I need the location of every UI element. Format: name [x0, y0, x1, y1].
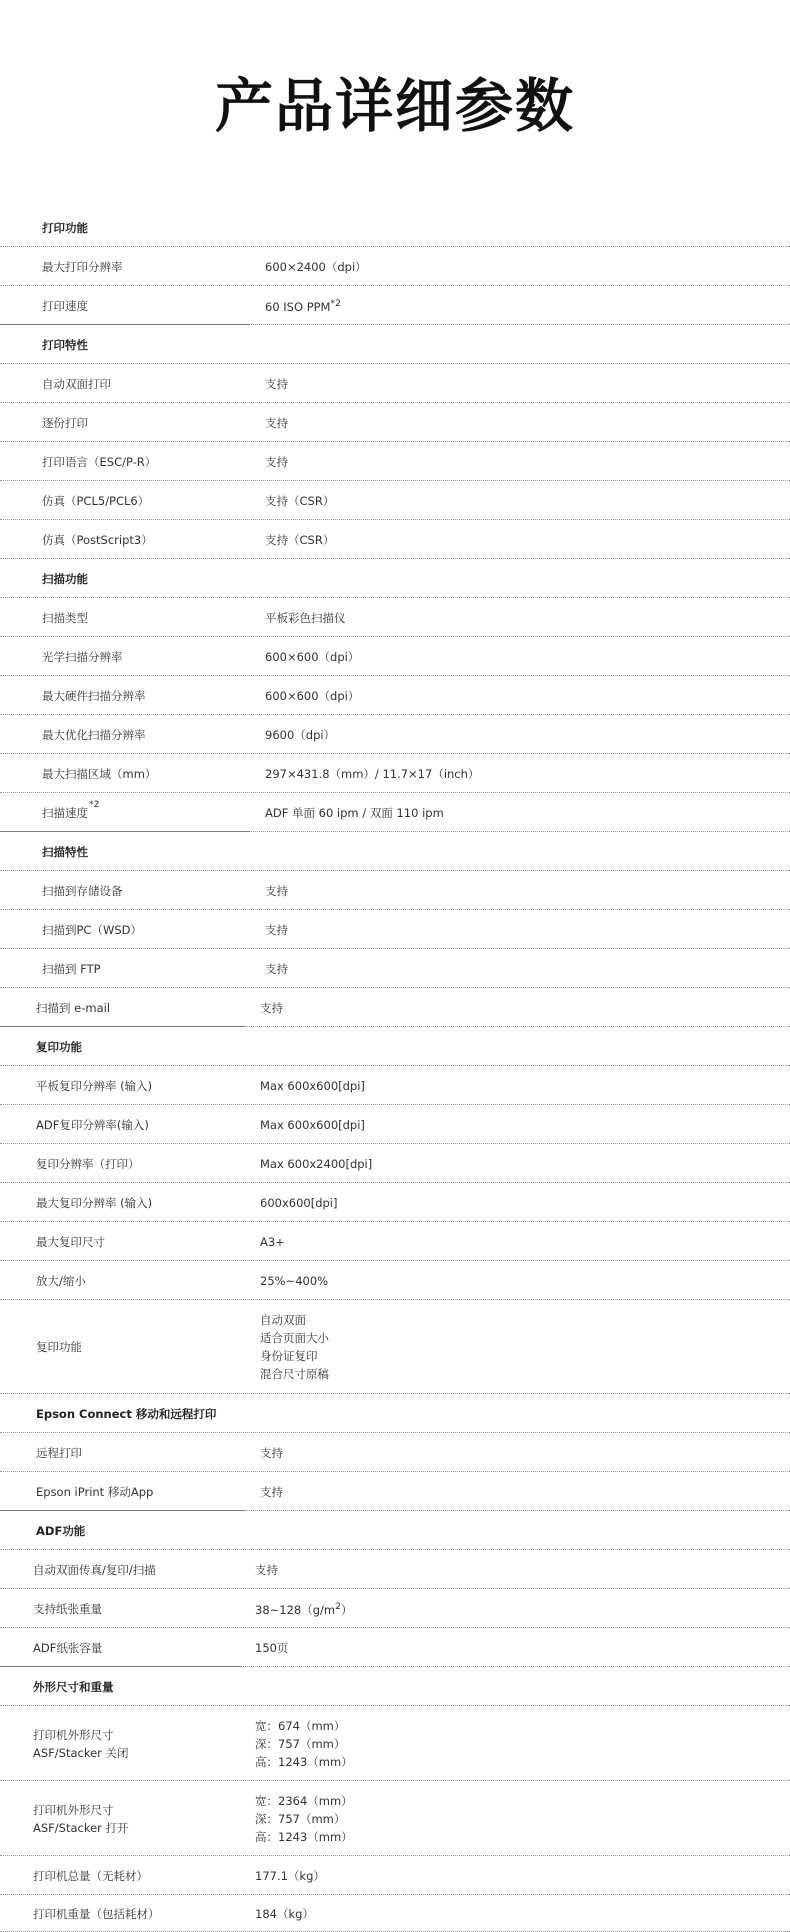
- spec-label: [42, 921, 142, 939]
- spec-label-text: 复印分辨率（打印）: [36, 1156, 140, 1171]
- spec-label-text: 扫描到PC（WSD）: [42, 922, 142, 937]
- spec-value-text: 支持: [265, 454, 288, 469]
- spec-label-cell: [42, 364, 111, 403]
- spec-label: [36, 999, 110, 1017]
- spec-label-text: ADF功能: [36, 1523, 86, 1538]
- spec-label-cell: [36, 1300, 82, 1394]
- spec-label: [42, 687, 146, 705]
- footnote-marker: *2: [89, 798, 100, 810]
- spec-label-cell: [33, 1856, 148, 1895]
- section-header-row: [0, 208, 790, 247]
- spec-label-text: 光学扫描分辨率: [42, 649, 123, 664]
- spec-value-text: 600×2400（dpi）: [265, 259, 367, 274]
- spec-value: [260, 1194, 337, 1212]
- spec-label: [36, 1155, 140, 1173]
- spec-label-cell: [36, 1261, 86, 1300]
- spec-label-text: 最大硬件扫描分辨率: [42, 688, 146, 703]
- section-title-text: [42, 843, 88, 861]
- spec-label-text: 最大打印分辨率: [42, 259, 123, 274]
- spec-value: [260, 1311, 329, 1383]
- spec-label: [33, 1561, 156, 1579]
- spec-value-text: 宽：674（mm） 深：757（mm） 高：1243（mm）: [255, 1718, 353, 1769]
- spec-value: [265, 726, 335, 744]
- spec-row: [0, 1066, 790, 1105]
- spec-value-cell: [265, 598, 346, 637]
- spec-row: [0, 442, 790, 481]
- spec-value: [265, 414, 288, 432]
- spec-label-text: 打印机重量（包括耗材）: [33, 1906, 160, 1921]
- section-title: [36, 1394, 216, 1433]
- spec-value-cell: [255, 1628, 288, 1667]
- spec-label: [42, 648, 123, 666]
- spec-value-text: 177.1（kg）: [255, 1868, 325, 1883]
- spec-value-text: 184（kg）: [255, 1906, 314, 1921]
- spec-value-text: 9600（dpi）: [265, 727, 336, 742]
- section-header-row: [0, 559, 790, 598]
- spec-label-cell: [36, 1222, 105, 1261]
- value-superscript: 2: [335, 1601, 341, 1613]
- spec-label-text: 扫描到 FTP: [42, 961, 101, 976]
- spec-label-text: 复印功能: [36, 1039, 82, 1054]
- spec-value-text: 自动双面 适合页面大小 身份证复印 混合尺寸原稿: [260, 1313, 329, 1381]
- spec-label: [42, 492, 149, 510]
- spec-value: [265, 531, 334, 549]
- spec-label-cell: [42, 754, 156, 793]
- spec-value-cell: [255, 1589, 352, 1628]
- spec-label-text: 外形尺寸和重量: [33, 1679, 114, 1694]
- section-title-text: [42, 336, 88, 354]
- section-title: [42, 208, 88, 247]
- spec-row: [0, 598, 790, 637]
- section-header-row: [0, 1394, 790, 1433]
- value-tail: ）: [340, 1602, 353, 1617]
- spec-label-text: 复印功能: [36, 1340, 82, 1354]
- spec-value-text: A3+: [260, 1234, 285, 1249]
- spec-label-text: 扫描到 e-mail: [36, 1000, 111, 1015]
- spec-value: [265, 765, 479, 783]
- spec-label-cell: [33, 1628, 102, 1667]
- spec-value-text: 600×600（dpi）: [265, 688, 360, 703]
- spec-value-cell: [265, 403, 288, 442]
- spec-value: [265, 921, 288, 939]
- spec-value-text: 支持: [265, 922, 288, 937]
- spec-label-text: 放大/缩小: [36, 1273, 86, 1288]
- spec-label: [33, 1639, 102, 1657]
- spec-value-cell: [265, 247, 367, 286]
- section-title: [42, 832, 88, 871]
- spec-label-cell: [36, 988, 110, 1027]
- spec-label-cell: [36, 1472, 153, 1511]
- spec-value: [260, 1155, 372, 1173]
- section-header-row: [0, 325, 790, 364]
- spec-label-cell: [36, 1105, 149, 1144]
- spec-value: [260, 1272, 328, 1290]
- spec-label-text: 平板复印分辨率 (输入): [36, 1078, 153, 1093]
- spec-row: [0, 1781, 790, 1856]
- spec-value: [265, 258, 367, 276]
- spec-label: [36, 1272, 86, 1290]
- spec-value-text: 150页: [255, 1640, 289, 1655]
- spec-value: [260, 1077, 365, 1095]
- spec-value-text: 支持: [265, 961, 288, 976]
- spec-row: [0, 637, 790, 676]
- spec-value-text: 支持: [260, 1000, 283, 1015]
- spec-label-text: 打印特性: [42, 337, 88, 352]
- section-title-text: [42, 219, 88, 237]
- section-header-row: [0, 1667, 790, 1706]
- spec-value-text: 支持: [265, 883, 288, 898]
- spec-value: [255, 1598, 352, 1619]
- section-title: [36, 1511, 85, 1550]
- spec-label: [36, 1116, 149, 1134]
- spec-label-cell: [33, 1895, 160, 1932]
- spec-label-cell: [33, 1706, 129, 1781]
- spec-label: [36, 1444, 82, 1462]
- section-title-text: [36, 1038, 82, 1056]
- spec-value-text: 297×431.8（mm）/ 11.7×17（inch）: [265, 766, 480, 781]
- spec-label-text: ADF纸张容量: [33, 1640, 103, 1655]
- spec-value: [260, 1233, 285, 1251]
- spec-row: [0, 1261, 790, 1300]
- spec-value-cell: [260, 1222, 285, 1261]
- spec-label-cell: [42, 442, 156, 481]
- spec-value-cell: [260, 988, 283, 1027]
- spec-label: [42, 258, 123, 276]
- section-title-text: [36, 1522, 85, 1540]
- spec-label-cell: [42, 520, 153, 559]
- spec-label-text: 远程打印: [36, 1445, 82, 1460]
- spec-value: [255, 1717, 353, 1771]
- section-header-row: [0, 1027, 790, 1066]
- spec-value-cell: [265, 676, 359, 715]
- spec-value-cell: [260, 1433, 283, 1472]
- spec-label: [33, 1905, 160, 1923]
- spec-label: [36, 1077, 152, 1095]
- spec-value-cell: [265, 442, 288, 481]
- spec-value: [265, 609, 346, 627]
- spec-row: [0, 481, 790, 520]
- spec-label: [33, 1867, 148, 1885]
- section-title: [42, 325, 88, 364]
- spec-label-text: 扫描类型: [42, 610, 88, 625]
- spec-value-cell: [265, 949, 288, 988]
- spec-label-text: 扫描功能: [42, 571, 88, 586]
- spec-label-cell: [42, 676, 146, 715]
- spec-label: [36, 1233, 105, 1251]
- spec-label-text: ADF复印分辨率(输入): [36, 1117, 149, 1132]
- spec-value: [265, 804, 444, 822]
- spec-label: [36, 1483, 153, 1501]
- spec-row: [0, 676, 790, 715]
- spec-value-cell: [255, 1706, 353, 1781]
- spec-label: [42, 765, 156, 783]
- spec-label-cell: [42, 871, 123, 910]
- spec-label: [33, 1726, 129, 1762]
- spec-value: [265, 687, 359, 705]
- spec-value-cell: [260, 1105, 365, 1144]
- spec-value: [260, 1116, 365, 1134]
- spec-label-text: 最大复印分辨率 (输入): [36, 1195, 153, 1210]
- spec-value: [265, 882, 288, 900]
- spec-value-cell: [260, 1066, 365, 1105]
- spec-row: [0, 403, 790, 442]
- spec-label-cell: [33, 1550, 156, 1589]
- spec-value-text: Max 600x600[dpi]: [260, 1078, 365, 1093]
- spec-value-cell: [265, 637, 359, 676]
- spec-label-cell: [42, 403, 88, 442]
- spec-value-cell: [265, 364, 288, 403]
- spec-label-cell: [42, 247, 123, 286]
- spec-value-cell: [260, 1183, 337, 1222]
- spec-label-text: 打印功能: [42, 220, 88, 235]
- section-title: [42, 559, 88, 598]
- section-title: [36, 1027, 82, 1066]
- section-title: [33, 1667, 114, 1706]
- spec-value-text: 38~128（g/m: [255, 1602, 336, 1617]
- spec-value-cell: [260, 1300, 329, 1394]
- spec-label-cell: [42, 949, 101, 988]
- spec-value: [265, 453, 288, 471]
- spec-value-text: Max 600x2400[dpi]: [260, 1156, 373, 1171]
- spec-row: [0, 1300, 790, 1394]
- spec-row: [0, 247, 790, 286]
- spec-label: [42, 726, 146, 744]
- spec-row: [0, 520, 790, 559]
- section-title-text: [36, 1405, 216, 1423]
- spec-label-cell: [42, 286, 88, 325]
- spec-label-text: 仿真（PostScript3）: [42, 532, 153, 547]
- spec-label: [42, 375, 111, 393]
- spec-row: [0, 988, 790, 1027]
- spec-value: [255, 1867, 325, 1885]
- spec-row: [0, 364, 790, 403]
- spec-value-cell: [265, 793, 444, 832]
- spec-label-text: 扫描特性: [42, 844, 88, 859]
- spec-row: [0, 1550, 790, 1589]
- spec-label: [42, 960, 101, 978]
- spec-value: [255, 1905, 314, 1923]
- spec-row: [0, 1105, 790, 1144]
- spec-label: [33, 1801, 129, 1837]
- spec-label-text: 打印机外形尺寸 ASF/Stacker 打开: [33, 1802, 129, 1835]
- spec-label: [33, 1600, 102, 1618]
- spec-value: [260, 999, 283, 1017]
- spec-value-text: 支持: [265, 376, 288, 391]
- spec-value-cell: [260, 1144, 372, 1183]
- spec-label-text: 打印语言（ESC/P-R）: [42, 454, 157, 469]
- spec-label-text: 最大优化扫描分辨率: [42, 727, 146, 742]
- spec-label-cell: [42, 910, 142, 949]
- spec-label-text: 打印速度: [42, 298, 88, 313]
- spec-label-cell: [33, 1781, 129, 1856]
- spec-row: [0, 1183, 790, 1222]
- spec-value-text: 支持: [265, 415, 288, 430]
- spec-row: [0, 1706, 790, 1781]
- spec-value-text: ADF 单面 60 ipm / 双面 110 ipm: [265, 805, 444, 820]
- spec-label-text: Epson iPrint 移动App: [36, 1484, 154, 1499]
- page-title: 产品详细参数: [214, 72, 575, 140]
- spec-value-text: 支持: [260, 1445, 283, 1460]
- spec-value: [265, 295, 341, 316]
- spec-value-cell: [265, 481, 334, 520]
- spec-value: [260, 1483, 283, 1501]
- spec-label-text: 打印机外形尺寸 ASF/Stacker 关闭: [33, 1727, 129, 1760]
- spec-value-cell: [260, 1472, 283, 1511]
- spec-value-cell: [255, 1781, 353, 1856]
- spec-value-text: 60 ISO PPM: [265, 299, 331, 314]
- spec-row: [0, 910, 790, 949]
- spec-value-text: 宽：2364（mm） 深：757（mm） 高：1243（mm）: [255, 1793, 353, 1844]
- spec-label-cell: [36, 1433, 82, 1472]
- spec-value-text: 平板彩色扫描仪: [265, 610, 346, 625]
- spec-label: [42, 609, 88, 627]
- spec-label: [42, 453, 156, 471]
- section-title-text: [42, 570, 88, 588]
- spec-value-text: 支持（CSR）: [265, 493, 335, 508]
- spec-value-cell: [265, 286, 341, 325]
- spec-label: [42, 531, 153, 549]
- spec-label: [42, 414, 88, 432]
- spec-row: [0, 715, 790, 754]
- spec-label: [36, 1338, 82, 1356]
- spec-label-text: 支持纸张重量: [33, 1601, 102, 1616]
- spec-value-text: 600×600（dpi）: [265, 649, 360, 664]
- spec-row: [0, 754, 790, 793]
- spec-label-cell: [42, 481, 149, 520]
- spec-value-text: 支持: [260, 1484, 283, 1499]
- spec-value-cell: [265, 871, 288, 910]
- spec-label: [42, 882, 123, 900]
- spec-value: [265, 960, 288, 978]
- spec-value-cell: [255, 1550, 278, 1589]
- spec-label: [42, 297, 88, 315]
- spec-label-cell: [33, 1589, 102, 1628]
- spec-value-text: 支持（CSR）: [265, 532, 335, 547]
- spec-value-text: 支持: [255, 1562, 278, 1577]
- value-superscript: *2: [330, 298, 341, 310]
- spec-value: [265, 492, 334, 510]
- spec-row: [0, 286, 790, 325]
- spec-label-cell: [42, 715, 146, 754]
- spec-label-text: 最大复印尺寸: [36, 1234, 105, 1249]
- spec-label: [36, 1194, 152, 1212]
- spec-label-cell: [36, 1066, 152, 1105]
- spec-row: [0, 1895, 790, 1932]
- section-header-row: [0, 832, 790, 871]
- section-header-row: [0, 1511, 790, 1550]
- spec-value: [265, 648, 359, 666]
- spec-row: [0, 1433, 790, 1472]
- spec-value-text: 600x600[dpi]: [260, 1195, 338, 1210]
- spec-row: [0, 1144, 790, 1183]
- spec-label-cell: [42, 637, 123, 676]
- spec-value: [260, 1444, 283, 1462]
- spec-label-text: 仿真（PCL5/PCL6）: [42, 493, 150, 508]
- spec-value-cell: [265, 754, 479, 793]
- spec-row: [0, 871, 790, 910]
- spec-value: [255, 1561, 278, 1579]
- spec-label-text: 扫描到存储设备: [42, 883, 123, 898]
- spec-row: [0, 1856, 790, 1895]
- spec-value-cell: [255, 1895, 314, 1932]
- spec-value: [255, 1639, 288, 1657]
- spec-value-cell: [260, 1261, 328, 1300]
- spec-label-text: 最大扫描区域（mm）: [42, 766, 157, 781]
- spec-row: [0, 1222, 790, 1261]
- spec-row: [0, 1472, 790, 1511]
- spec-value-cell: [265, 715, 335, 754]
- spec-value-text: 25%~400%: [260, 1273, 329, 1288]
- spec-label-text: 逐份打印: [42, 415, 88, 430]
- section-title-text: [33, 1678, 114, 1696]
- spec-label-text: 自动双面打印: [42, 376, 111, 391]
- spec-label: [42, 798, 100, 822]
- spec-value: [265, 375, 288, 393]
- spec-value-text: Max 600x600[dpi]: [260, 1117, 365, 1132]
- spec-label-text: 自动双面传真/复印/扫描: [33, 1562, 156, 1577]
- spec-row: [0, 1628, 790, 1667]
- spec-value-cell: [255, 1856, 325, 1895]
- spec-label-cell: [36, 1144, 140, 1183]
- spec-value-cell: [265, 910, 288, 949]
- spec-label-cell: [36, 1183, 152, 1222]
- spec-value: [255, 1792, 353, 1846]
- spec-label-cell: [42, 793, 100, 832]
- spec-label-cell: [42, 598, 88, 637]
- spec-row: [0, 793, 790, 832]
- spec-row: [0, 949, 790, 988]
- spec-value-cell: [265, 520, 334, 559]
- spec-label-text: 扫描速度: [42, 805, 88, 820]
- spec-label-text: Epson Connect 移动和远程打印: [36, 1406, 217, 1421]
- spec-row: [0, 1589, 790, 1628]
- spec-label-text: 打印机总量（无耗材）: [33, 1868, 148, 1883]
